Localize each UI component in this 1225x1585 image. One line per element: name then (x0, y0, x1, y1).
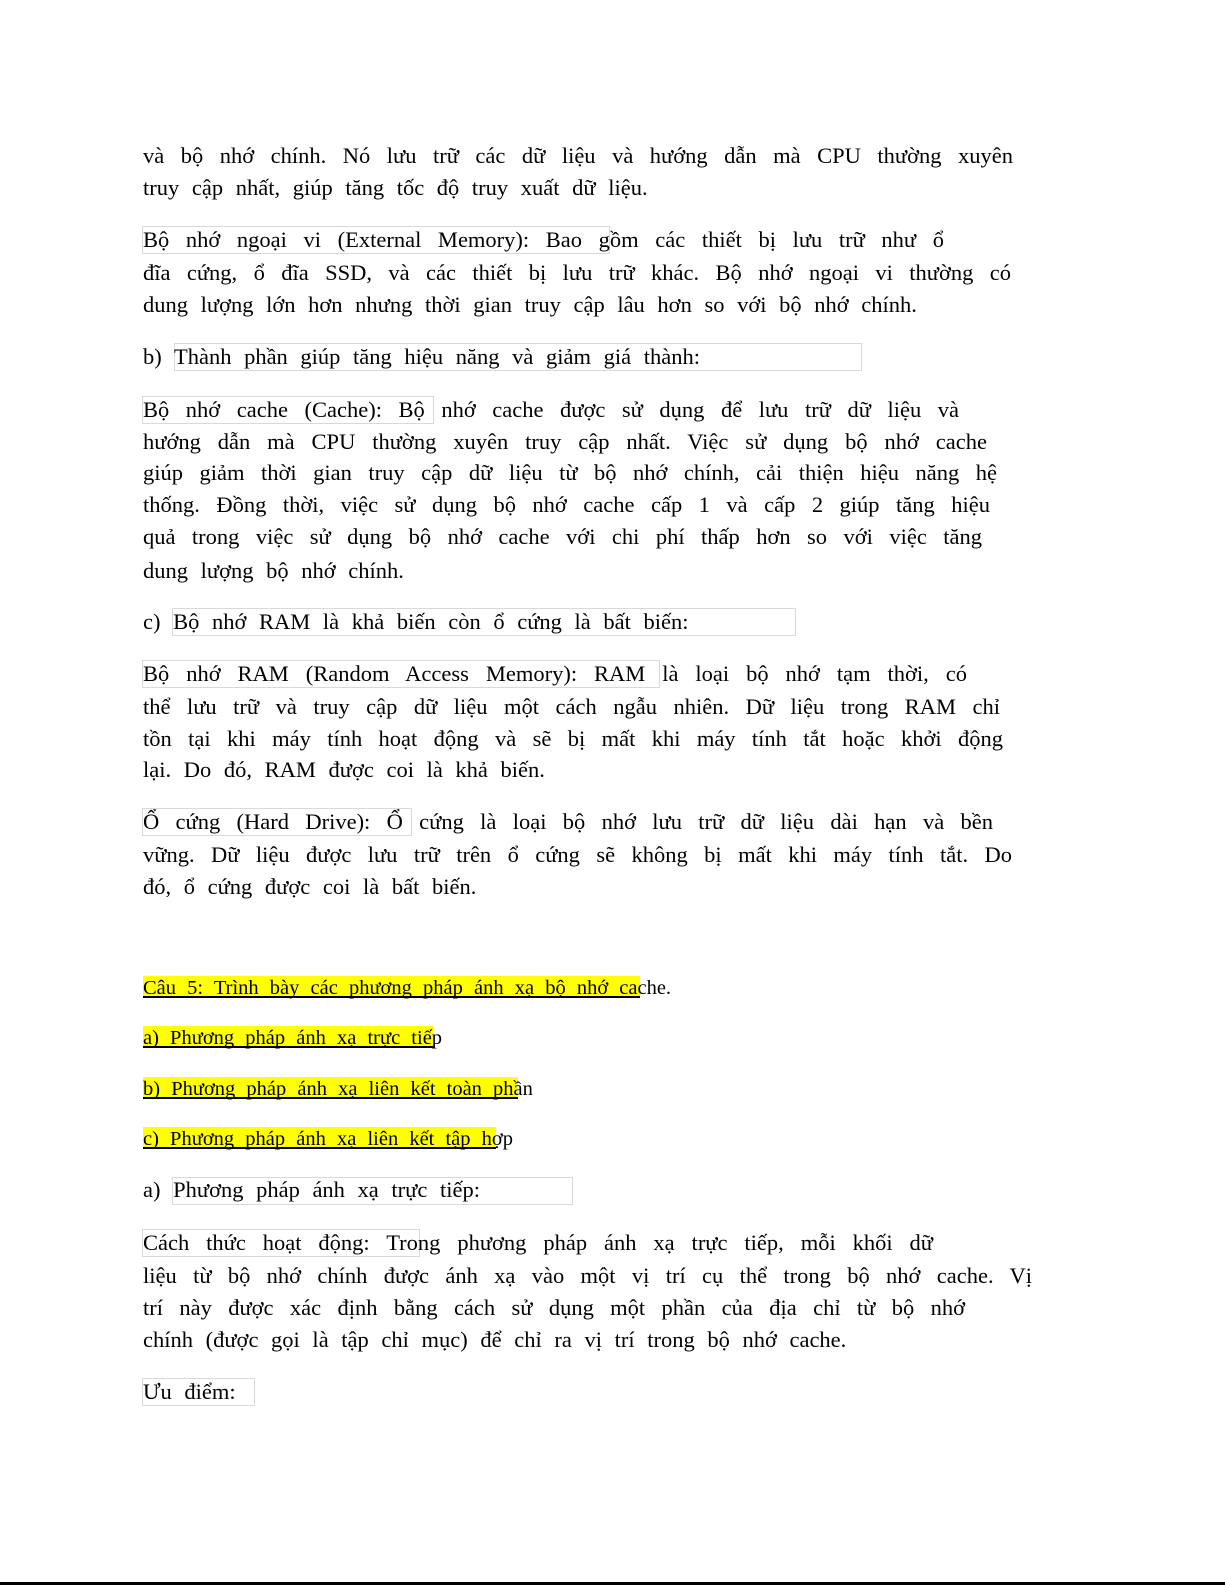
question-5-title: Câu 5: Trình bày các phương pháp ánh xạ bộ nhớ cache. (143, 977, 672, 999)
section-heading-b: b) Thành phần giúp tăng hiệu năng và giảm giá thành: (143, 344, 700, 369)
paragraph-line: Ổ cứng (Hard Drive): Ổ cứng là loại bộ nhớ lưu trữ dữ liệu dài hạn và bền (143, 809, 993, 834)
section-heading-a: a) Phương pháp ánh xạ trực tiếp: (143, 1177, 480, 1202)
paragraph-line: Bộ nhớ ngoại vi (External Memory): Bao gồm các thiết bị lưu trữ như ổ (143, 227, 944, 252)
paragraph-line: giúp giảm thời gian truy cập dữ liệu từ bộ nhớ chính, cải thiện hiệu năng hệ (143, 460, 997, 485)
paragraph-line: chính (được gọi là tập chỉ mục) để chỉ ra vị trí trong bộ nhớ cache. (143, 1327, 847, 1352)
paragraph-line: thống. Đồng thời, việc sử dụng bộ nhớ cache cấp 1 và cấp 2 giúp tăng hiệu (143, 492, 990, 517)
paragraph-line: trí này được xác định bằng cách sử dụng một phần của địa chỉ từ bộ nhớ (143, 1295, 965, 1320)
paragraph-line: dung lượng bộ nhớ chính. (143, 558, 404, 583)
advantages-label: Ưu điểm: (143, 1379, 236, 1404)
paragraph-line: tồn tại khi máy tính hoạt động và sẽ bị mất khi máy tính tắt hoặc khởi động (143, 726, 1003, 751)
paragraph-line: quả trong việc sử dụng bộ nhớ cache với chi phí thấp hơn so với việc tăng (143, 524, 982, 549)
paragraph-line: và bộ nhớ chính. Nó lưu trữ các dữ liệu và hướng dẫn mà CPU thường xuyên (143, 143, 1013, 168)
paragraph-line: Cách thức hoạt động: Trong phương pháp ánh xạ trực tiếp, mỗi khối dữ (143, 1230, 933, 1255)
paragraph-line: dung lượng lớn hơn nhưng thời gian truy cập lâu hơn so với bộ nhớ chính. (143, 292, 917, 317)
paragraph-line: đĩa cứng, ổ đĩa SSD, và các thiết bị lưu trữ khác. Bộ nhớ ngoại vi thường có (143, 260, 1011, 285)
paragraph-line: lại. Do đó, RAM được coi là khả biến. (143, 757, 545, 782)
paragraph-line: liệu từ bộ nhớ chính được ánh xạ vào một vị trí cụ thể trong bộ nhớ cache. Vị (143, 1263, 1032, 1288)
section-heading-c: c) Bộ nhớ RAM là khả biến còn ổ cứng là bất biến: (143, 609, 689, 634)
paragraph-line: hướng dẫn mà CPU thường xuyên truy cập nhất. Việc sử dụng bộ nhớ cache (143, 429, 987, 454)
paragraph-line: truy cập nhất, giúp tăng tốc độ truy xuất dữ liệu. (143, 175, 648, 200)
paragraph-line: thể lưu trữ và truy cập dữ liệu một cách ngẫu nhiên. Dữ liệu trong RAM chỉ (143, 694, 1000, 719)
question-5-item-b: b) Phương pháp ánh xạ liên kết toàn phần (143, 1078, 533, 1100)
question-5-item-c: c) Phương pháp ánh xạ liên kết tập hợp (143, 1128, 513, 1150)
paragraph-line: Bộ nhớ cache (Cache): Bộ nhớ cache được sử dụng để lưu trữ dữ liệu và (143, 397, 959, 422)
paragraph-line: đó, ổ cứng được coi là bất biến. (143, 874, 477, 899)
question-5-item-a: a) Phương pháp ánh xạ trực tiếp (143, 1027, 443, 1049)
paragraph-line: Bộ nhớ RAM (Random Access Memory): RAM là loại bộ nhớ tạm thời, có (143, 661, 967, 686)
paragraph-line: vững. Dữ liệu được lưu trữ trên ổ cứng sẽ không bị mất khi máy tính tắt. Do (143, 842, 1012, 867)
